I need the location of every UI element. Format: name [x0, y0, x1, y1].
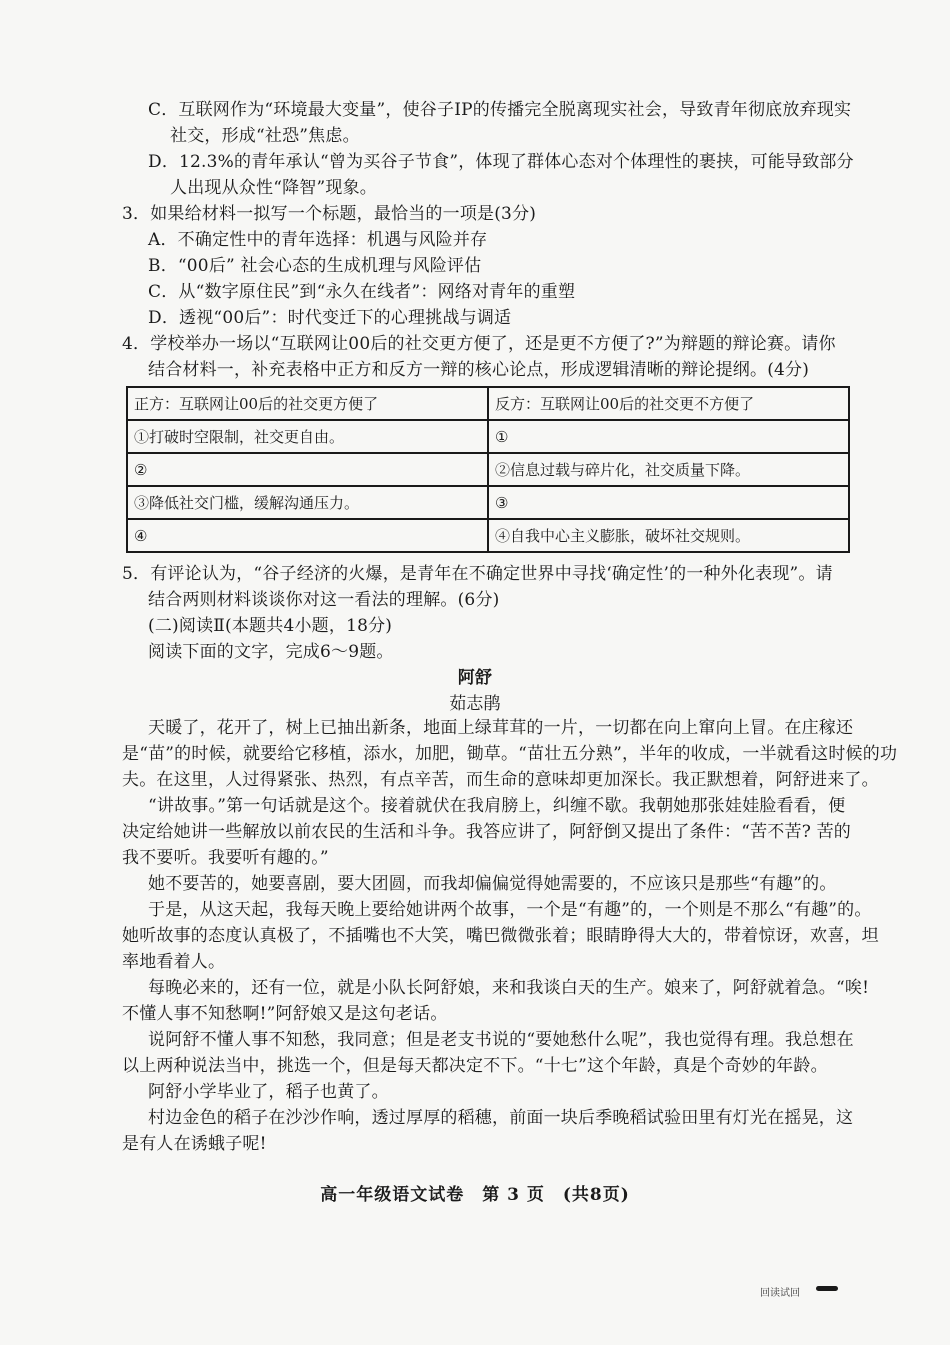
con-header: 反方：互联网让00后的社交更不方便了 [488, 387, 849, 420]
article-line: 阿舒小学毕业了，稻子也黄了。 [148, 1082, 389, 1102]
article-line: 于是，从这天起，我每天晚上要给她讲两个故事，一个是“有趣”的，一个则是不那么“有趣”的。 [148, 900, 872, 920]
q4-stem-line1: 4．学校举办一场以“互联网让00后的社交更方便了，还是更不方便了?”为辩题的辩论赛。请你 [122, 334, 836, 354]
q3-option-b: B．“00后” 社会心态的生成机理与风险评估 [148, 256, 482, 276]
table-header-row [127, 387, 849, 420]
article-line: “讲故事。”第一句话就是这个。接着就伏在我肩膀上，纠缠不歇。我朝她那张娃娃脸看看，便 [148, 796, 846, 816]
q3-option-c: C．从“数字原住民”到“永久在线者”：网络对青年的重塑 [148, 282, 576, 302]
article-line: 每晚必来的，还有一位，就是小队长阿舒娘，来和我谈白天的生产。娘来了，阿舒就着急。“唉! [148, 978, 870, 998]
section-heading: (二)阅读Ⅱ(本题共4小题，18分) [148, 616, 393, 636]
article-line: 决定给她讲一些解放以前农民的生活和斗争。我答应讲了，阿舒倒又提出了条件：“苦不苦? 苦的 [122, 822, 852, 842]
q4-stem-line2: 结合材料一，补充表格中正方和反方一辩的核心论点，形成逻辑清晰的辩论提纲。(4分) [148, 360, 810, 380]
q5-stem-line1: 5．有评论认为，“谷子经济的火爆，是青年在不确定世界中寻找‘确定性’的一种外化表现”。请 [122, 564, 833, 584]
article-line: 是“苗”的时候，就要给它移植，添水，加肥，锄草。“苗壮五分熟”，半年的收成，一半就看这时候的功 [122, 744, 898, 764]
pro-cell: ③降低社交门槛，缓解沟通压力。 [127, 486, 488, 519]
pro-cell: ④ [127, 519, 488, 552]
q2-option-c-line2: 社交，形成“社恐”焦虑。 [170, 126, 360, 146]
section-instruction: 阅读下面的文字，完成6～9题。 [148, 642, 394, 662]
article-line: 我不要听。我要听有趣的。” [122, 848, 329, 868]
q2-option-c-line1: C．互联网作为“环境最大变量”，使谷子IP的传播完全脱离现实社会，导致青年彻底放弃现实 [148, 100, 852, 120]
pro-header: 正方：互联网让00后的社交更方便了 [127, 387, 488, 420]
article-line: 夫。在这里，人过得紧张、热烈，有点辛苦，而生命的意味却更加深长。我正默想着，阿舒进来了。 [122, 770, 879, 790]
table-row [127, 519, 849, 552]
q3-option-d: D．透视“00后”：时代变迁下的心理挑战与调适 [148, 308, 512, 328]
con-cell: ③ [488, 486, 849, 519]
article-line: 以上两种说法当中，挑选一个，但是每天都决定不下。“十七”这个年龄，真是个奇妙的年龄。 [122, 1056, 828, 1076]
article-line: 率地看着人。 [122, 952, 226, 972]
q3-stem: 3．如果给材料一拟写一个标题，最恰当的一项是(3分) [122, 204, 537, 224]
con-cell: ④自我中心主义膨胀，破坏社交规则。 [488, 519, 849, 552]
corner-bar [816, 1286, 838, 1291]
q2-option-d-line2: 人出现从众性“降智”现象。 [170, 178, 377, 198]
table-row [127, 453, 849, 486]
con-cell: ②信息过载与碎片化，社交质量下降。 [488, 453, 849, 486]
article-line: 是有人在诱蛾子呢! [122, 1134, 267, 1154]
pro-cell: ①打破时空限制，社交更自由。 [127, 420, 488, 453]
article-line: 天暖了，花开了，树上已抽出新条，地面上绿茸茸的一片，一切都在向上窜向上冒。在庄稼还 [148, 718, 854, 738]
debate-outline-table [126, 386, 850, 553]
q5-stem-line2: 结合两则材料谈谈你对这一看法的理解。(6分) [148, 590, 500, 610]
table-row [127, 420, 849, 453]
article-author: 茹志鹃 [449, 694, 501, 714]
con-cell: ① [488, 420, 849, 453]
article-line: 村边金色的稻子在沙沙作响，透过厚厚的稻穗，前面一块后季晚稻试验田里有灯光在摇晃，这 [148, 1108, 854, 1128]
article-line: 她不要苦的，她要喜剧，要大团圆，而我却偏偏觉得她需要的，不应该只是那些“有趣”的。 [148, 874, 837, 894]
article-title: 阿舒 [457, 668, 493, 688]
pro-cell: ② [127, 453, 488, 486]
corner-mark: 回读试回 [760, 1288, 800, 1299]
q2-option-d-line1: D．12.3%的青年承认“曾为买谷子节食”，体现了群体心态对个体理性的裹挟，可能导致部分 [148, 152, 854, 172]
article-line: 不懂人事不知愁啊!”阿舒娘又是这句老话。 [122, 1004, 448, 1024]
article-line: 她听故事的态度认真极了，不插嘴也不大笑，嘴巴微微张着；眼睛睁得大大的，带着惊讶，欢喜，坦 [122, 926, 879, 946]
page-footer: 高一年级语文试卷 第 3 页 (共8页) [320, 1185, 630, 1205]
q3-option-a: A．不确定性中的青年选择：机遇与风险并存 [148, 230, 488, 250]
article-line: 说阿舒不懂人事不知愁，我同意；但是老支书说的“要她愁什么呢”，我也觉得有理。我总想在 [148, 1030, 854, 1050]
table-row [127, 486, 849, 519]
